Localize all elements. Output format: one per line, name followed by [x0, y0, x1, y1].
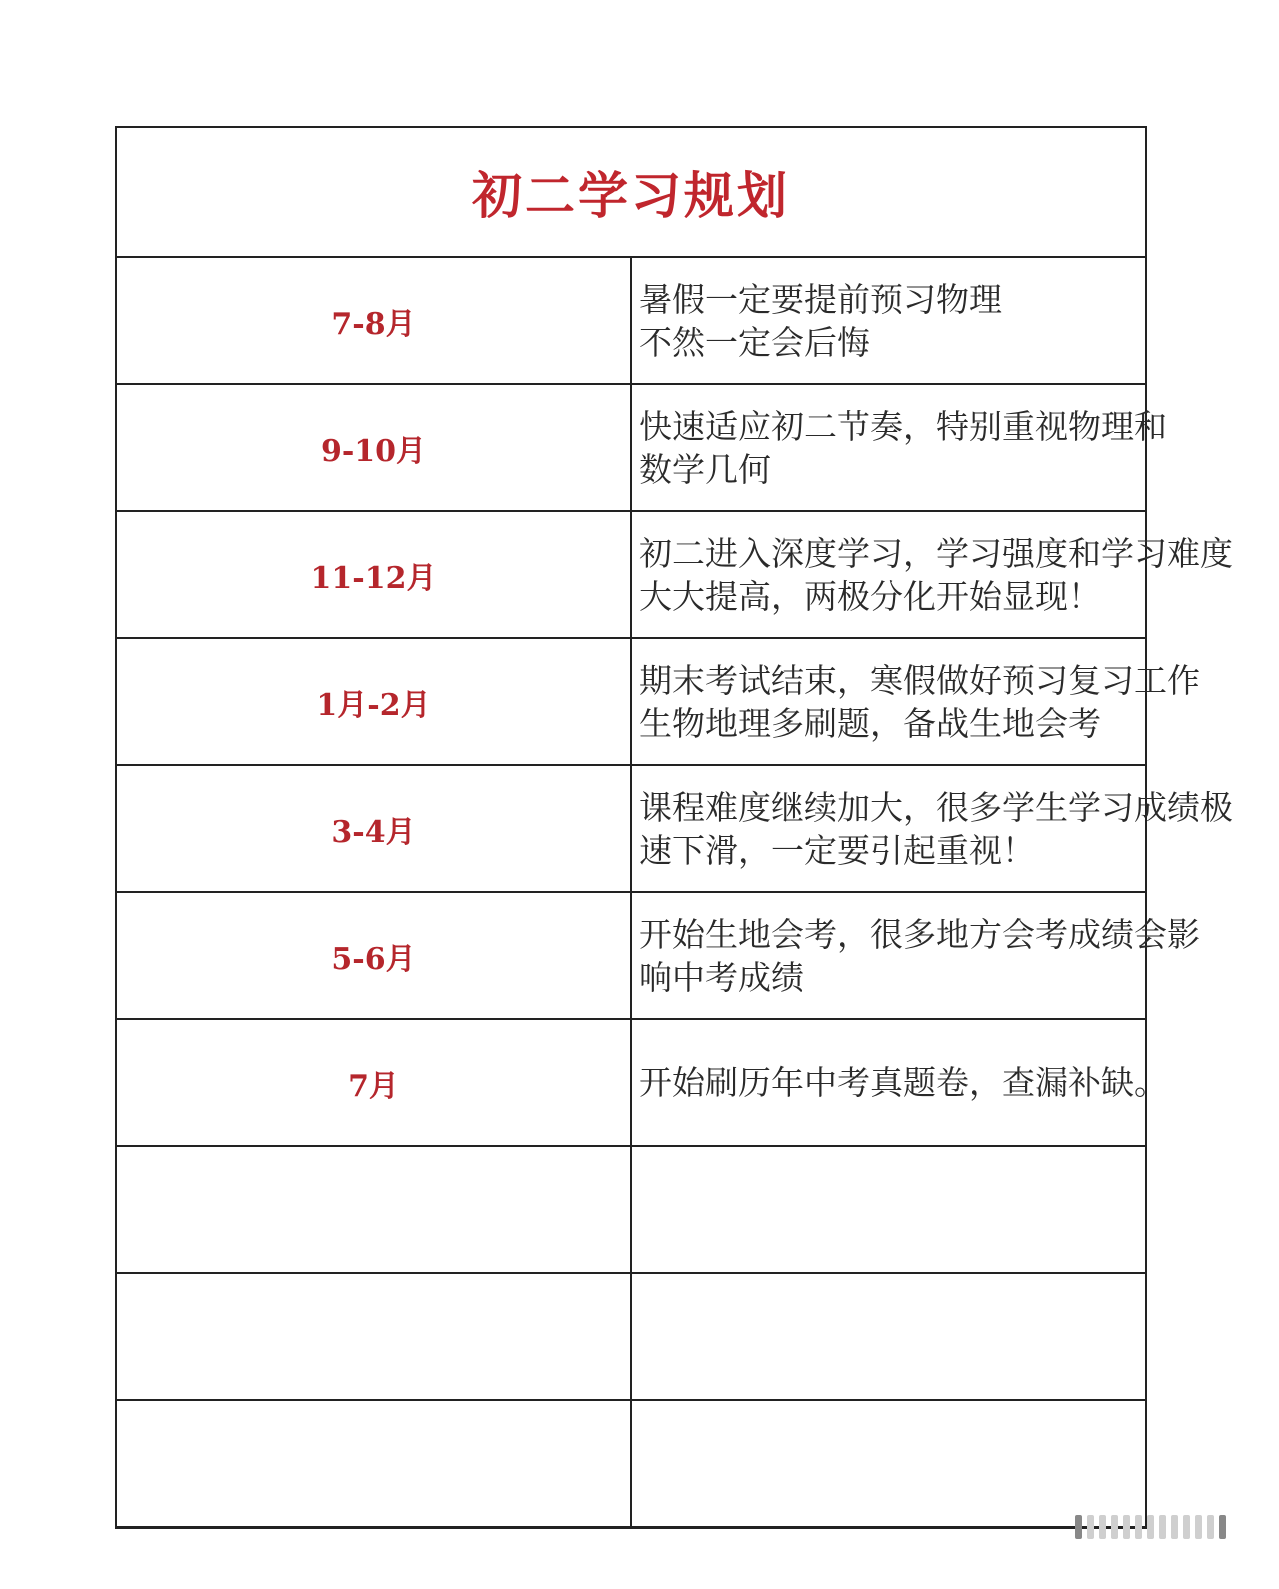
description-line: 开始生地会考，很多地方会考成绩会影: [639, 914, 1200, 954]
description-line: 响中考成绩: [639, 957, 804, 997]
scroll-bar-icon: [1123, 1515, 1130, 1539]
period-cell: 9-10月: [116, 384, 631, 511]
scroll-bar-icon: [1111, 1515, 1118, 1539]
scroll-bar-icon: [1171, 1515, 1178, 1539]
description-cell: [631, 638, 1200, 765]
plan-row: [116, 511, 1146, 638]
description-cell: [631, 1146, 1146, 1273]
plan-row: [116, 638, 1146, 765]
period-cell: 3-4月: [116, 765, 631, 892]
plan-row: [116, 1146, 1146, 1273]
scroll-bar-icon: [1135, 1515, 1142, 1539]
description-line: 期末考试结束，寒假做好预习复习工作: [639, 660, 1200, 700]
scroll-bar-icon: [1183, 1515, 1190, 1539]
plan-row: [116, 765, 1146, 892]
plan-row: [116, 892, 1146, 1019]
period-cell: [116, 1400, 631, 1528]
scroll-bar-icon: [1219, 1515, 1226, 1539]
plan-row: [116, 384, 1146, 511]
period-cell: 1月-2月: [116, 638, 631, 765]
period-cell: 5-6月: [116, 892, 631, 1019]
scroll-bar-icon: [1195, 1515, 1202, 1539]
description-cell: [631, 1400, 1146, 1528]
title-row: [116, 127, 1146, 257]
scroll-indicator: [1075, 1513, 1235, 1541]
scroll-bar-icon: [1099, 1515, 1106, 1539]
plan-row: [116, 1273, 1146, 1400]
description-line: 生物地理多刷题，备战生地会考: [639, 703, 1101, 743]
plan-row: [116, 1019, 1146, 1146]
description-line: 大大提高，两极分化开始显现！: [639, 576, 1101, 616]
document-title: 初二学习规划: [116, 127, 1146, 257]
period-cell: 7月: [116, 1019, 631, 1146]
description-cell: [631, 892, 1200, 1019]
period-cell: [116, 1146, 631, 1273]
description-cell: [631, 384, 1167, 511]
scroll-bar-icon: [1087, 1515, 1094, 1539]
description-cell: [631, 1019, 1167, 1146]
plan-row: [116, 1400, 1146, 1528]
period-cell: 7-8月: [116, 257, 631, 384]
scroll-bar-icon: [1159, 1515, 1166, 1539]
description-line: 开始刷历年中考真题卷，查漏补缺。: [639, 1063, 1167, 1102]
description-line: 暑假一定要提前预习物理: [639, 279, 1002, 319]
scroll-bar-icon: [1147, 1515, 1154, 1539]
description-cell: [631, 511, 1233, 638]
period-cell: [116, 1273, 631, 1400]
description-line: 快速适应初二节奏，特别重视物理和: [639, 406, 1167, 446]
plan-row: [116, 257, 1146, 384]
description-cell: [631, 1273, 1146, 1400]
description-cell: [631, 765, 1233, 892]
description-cell: [631, 257, 1146, 384]
description-line: 速下滑，一定要引起重视！: [639, 830, 1035, 870]
scroll-bar-icon: [1207, 1515, 1214, 1539]
description-line: 数学几何: [639, 449, 771, 489]
study-plan-table: [115, 126, 1233, 1529]
description-line: 初二进入深度学习，学习强度和学习难度: [639, 533, 1233, 573]
description-line: 课程难度继续加大，很多学生学习成绩极: [639, 787, 1233, 827]
scroll-bar-icon: [1075, 1515, 1082, 1539]
period-cell: 11-12月: [116, 511, 631, 638]
description-line: 不然一定会后悔: [639, 322, 870, 362]
